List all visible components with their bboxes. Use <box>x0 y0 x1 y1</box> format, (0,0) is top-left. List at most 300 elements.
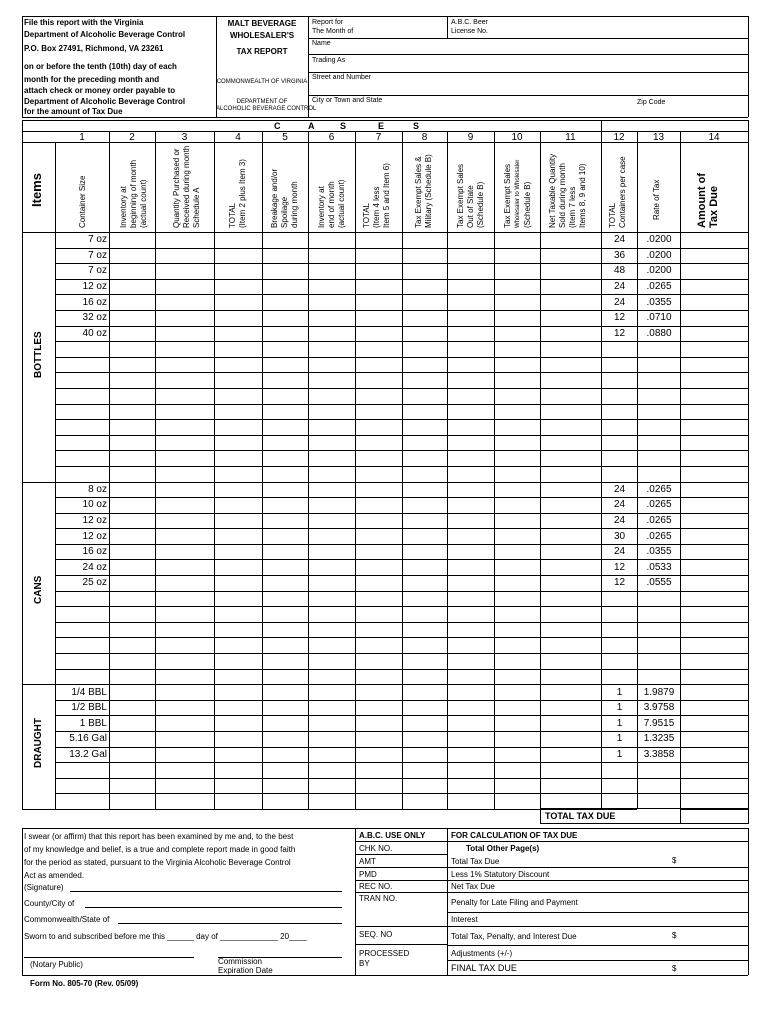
column-5-cell[interactable] <box>263 295 309 311</box>
containers-per-case-cell[interactable]: 36 <box>602 248 638 264</box>
column-2-cell[interactable] <box>110 233 156 249</box>
column-10-cell[interactable] <box>495 591 541 607</box>
column-5-cell[interactable] <box>263 513 309 529</box>
rate-of-tax-cell[interactable] <box>638 638 681 654</box>
rate-of-tax-cell[interactable] <box>638 451 681 467</box>
container-size-cell[interactable] <box>56 466 110 482</box>
column-3-cell[interactable] <box>156 310 215 326</box>
container-size-cell[interactable]: 10 oz <box>56 498 110 514</box>
column-6-cell[interactable] <box>309 264 356 280</box>
rate-of-tax-cell[interactable] <box>638 420 681 436</box>
column-2-cell[interactable] <box>110 498 156 514</box>
column-14-cell[interactable] <box>681 638 749 654</box>
column-4-cell[interactable] <box>215 638 263 654</box>
column-14-cell[interactable] <box>681 591 749 607</box>
rate-of-tax-cell[interactable] <box>638 654 681 670</box>
column-4-cell[interactable] <box>215 685 263 701</box>
column-7-cell[interactable] <box>356 498 403 514</box>
column-9-cell[interactable] <box>448 295 495 311</box>
column-6-cell[interactable] <box>309 669 356 685</box>
column-4-cell[interactable] <box>215 732 263 748</box>
column-2-cell[interactable] <box>110 435 156 451</box>
column-6-cell[interactable] <box>309 279 356 295</box>
column-2-cell[interactable] <box>110 732 156 748</box>
column-11-cell[interactable] <box>541 622 602 638</box>
column-11-cell[interactable] <box>541 638 602 654</box>
column-11-cell[interactable] <box>541 357 602 373</box>
column-8-cell[interactable] <box>403 498 448 514</box>
column-14-cell[interactable] <box>681 420 749 436</box>
column-10-cell[interactable] <box>495 373 541 389</box>
container-size-cell[interactable] <box>56 388 110 404</box>
column-2-cell[interactable] <box>110 544 156 560</box>
rate-of-tax-cell[interactable]: 3.9758 <box>638 700 681 716</box>
column-8-cell[interactable] <box>403 716 448 732</box>
column-11-cell[interactable] <box>541 373 602 389</box>
column-2-cell[interactable] <box>110 716 156 732</box>
column-14-cell[interactable] <box>681 498 749 514</box>
column-4-cell[interactable] <box>215 716 263 732</box>
column-5-cell[interactable] <box>263 560 309 576</box>
column-8-cell[interactable] <box>403 342 448 358</box>
column-3-cell[interactable] <box>156 435 215 451</box>
column-10-cell[interactable] <box>495 669 541 685</box>
column-6-cell[interactable] <box>309 310 356 326</box>
column-14-cell[interactable] <box>681 747 749 763</box>
column-9-cell[interactable] <box>448 529 495 545</box>
column-5-cell[interactable] <box>263 794 309 810</box>
column-9-cell[interactable] <box>448 233 495 249</box>
containers-per-case-cell[interactable]: 12 <box>602 326 638 342</box>
column-5-cell[interactable] <box>263 233 309 249</box>
containers-per-case-cell[interactable]: 24 <box>602 544 638 560</box>
commonwealth-state-line[interactable] <box>118 923 342 924</box>
column-3-cell[interactable] <box>156 404 215 420</box>
column-8-cell[interactable] <box>403 357 448 373</box>
column-8-cell[interactable] <box>403 622 448 638</box>
rate-of-tax-cell[interactable]: .0533 <box>638 560 681 576</box>
column-3-cell[interactable] <box>156 529 215 545</box>
column-9-cell[interactable] <box>448 404 495 420</box>
column-4-cell[interactable] <box>215 622 263 638</box>
column-2-cell[interactable] <box>110 654 156 670</box>
container-size-cell[interactable] <box>56 591 110 607</box>
column-2-cell[interactable] <box>110 576 156 592</box>
column-4-cell[interactable] <box>215 591 263 607</box>
column-4-cell[interactable] <box>215 404 263 420</box>
column-4-cell[interactable] <box>215 466 263 482</box>
column-9-cell[interactable] <box>448 763 495 779</box>
column-9-cell[interactable] <box>448 264 495 280</box>
containers-per-case-cell[interactable] <box>602 638 638 654</box>
column-6-cell[interactable] <box>309 435 356 451</box>
column-10-cell[interactable] <box>495 654 541 670</box>
column-3-cell[interactable] <box>156 513 215 529</box>
column-2-cell[interactable] <box>110 591 156 607</box>
containers-per-case-cell[interactable]: 24 <box>602 295 638 311</box>
containers-per-case-cell[interactable] <box>602 388 638 404</box>
column-11-cell[interactable] <box>541 404 602 420</box>
column-11-cell[interactable] <box>541 544 602 560</box>
column-5-cell[interactable] <box>263 778 309 794</box>
column-8-cell[interactable] <box>403 700 448 716</box>
column-4-cell[interactable] <box>215 326 263 342</box>
rate-of-tax-cell[interactable]: .0265 <box>638 513 681 529</box>
column-9-cell[interactable] <box>448 654 495 670</box>
column-10-cell[interactable] <box>495 279 541 295</box>
column-7-cell[interactable] <box>356 529 403 545</box>
column-8-cell[interactable] <box>403 295 448 311</box>
container-size-cell[interactable] <box>56 357 110 373</box>
column-8-cell[interactable] <box>403 404 448 420</box>
rate-of-tax-cell[interactable] <box>638 357 681 373</box>
containers-per-case-cell[interactable]: 24 <box>602 482 638 498</box>
column-14-cell[interactable] <box>681 295 749 311</box>
column-5-cell[interactable] <box>263 466 309 482</box>
container-size-cell[interactable]: 32 oz <box>56 310 110 326</box>
zip-field[interactable] <box>670 96 747 116</box>
column-3-cell[interactable] <box>156 747 215 763</box>
containers-per-case-cell[interactable] <box>602 778 638 794</box>
column-6-cell[interactable] <box>309 778 356 794</box>
column-9-cell[interactable] <box>448 342 495 358</box>
column-2-cell[interactable] <box>110 404 156 420</box>
column-3-cell[interactable] <box>156 607 215 623</box>
container-size-cell[interactable] <box>56 763 110 779</box>
column-7-cell[interactable] <box>356 763 403 779</box>
interest-input[interactable] <box>640 913 747 925</box>
column-14-cell[interactable] <box>681 685 749 701</box>
column-10-cell[interactable] <box>495 794 541 810</box>
column-4-cell[interactable] <box>215 357 263 373</box>
column-10-cell[interactable] <box>495 482 541 498</box>
rate-of-tax-cell[interactable] <box>638 388 681 404</box>
containers-per-case-cell[interactable] <box>602 435 638 451</box>
column-3-cell[interactable] <box>156 576 215 592</box>
column-5-cell[interactable] <box>263 388 309 404</box>
column-4-cell[interactable] <box>215 310 263 326</box>
container-size-cell[interactable]: 16 oz <box>56 544 110 560</box>
column-4-cell[interactable] <box>215 576 263 592</box>
column-5-cell[interactable] <box>263 482 309 498</box>
column-6-cell[interactable] <box>309 404 356 420</box>
column-3-cell[interactable] <box>156 420 215 436</box>
column-6-cell[interactable] <box>309 794 356 810</box>
column-8-cell[interactable] <box>403 732 448 748</box>
rate-of-tax-cell[interactable] <box>638 669 681 685</box>
column-10-cell[interactable] <box>495 716 541 732</box>
column-14-cell[interactable] <box>681 279 749 295</box>
column-8-cell[interactable] <box>403 310 448 326</box>
column-8-cell[interactable] <box>403 778 448 794</box>
column-8-cell[interactable] <box>403 560 448 576</box>
column-5-cell[interactable] <box>263 732 309 748</box>
column-8-cell[interactable] <box>403 248 448 264</box>
column-8-cell[interactable] <box>403 513 448 529</box>
container-size-cell[interactable]: 7 oz <box>56 248 110 264</box>
container-size-cell[interactable]: 7 oz <box>56 264 110 280</box>
column-14-cell[interactable] <box>681 513 749 529</box>
column-14-cell[interactable] <box>681 451 749 467</box>
column-9-cell[interactable] <box>448 716 495 732</box>
column-2-cell[interactable] <box>110 295 156 311</box>
column-3-cell[interactable] <box>156 466 215 482</box>
column-11-cell[interactable] <box>541 435 602 451</box>
column-11-cell[interactable] <box>541 420 602 436</box>
column-7-cell[interactable] <box>356 685 403 701</box>
column-2-cell[interactable] <box>110 700 156 716</box>
column-7-cell[interactable] <box>356 279 403 295</box>
column-14-cell[interactable] <box>681 310 749 326</box>
column-5-cell[interactable] <box>263 591 309 607</box>
column-8-cell[interactable] <box>403 638 448 654</box>
net-tax-input[interactable] <box>640 881 747 891</box>
column-3-cell[interactable] <box>156 622 215 638</box>
column-8-cell[interactable] <box>403 326 448 342</box>
rate-of-tax-cell[interactable]: 7.9515 <box>638 716 681 732</box>
column-2-cell[interactable] <box>110 248 156 264</box>
column-4-cell[interactable] <box>215 451 263 467</box>
column-6-cell[interactable] <box>309 388 356 404</box>
containers-per-case-cell[interactable] <box>602 607 638 623</box>
containers-per-case-cell[interactable]: 24 <box>602 513 638 529</box>
column-3-cell[interactable] <box>156 778 215 794</box>
total-tpi-input[interactable] <box>680 927 747 944</box>
container-size-cell[interactable]: 1 BBL <box>56 716 110 732</box>
column-6-cell[interactable] <box>309 451 356 467</box>
column-14-cell[interactable] <box>681 404 749 420</box>
column-4-cell[interactable] <box>215 747 263 763</box>
container-size-cell[interactable]: 16 oz <box>56 295 110 311</box>
column-9-cell[interactable] <box>448 279 495 295</box>
column-7-cell[interactable] <box>356 342 403 358</box>
column-9-cell[interactable] <box>448 732 495 748</box>
column-2-cell[interactable] <box>110 326 156 342</box>
column-5-cell[interactable] <box>263 310 309 326</box>
column-7-cell[interactable] <box>356 233 403 249</box>
column-8-cell[interactable] <box>403 544 448 560</box>
column-8-cell[interactable] <box>403 576 448 592</box>
column-9-cell[interactable] <box>448 778 495 794</box>
rate-of-tax-cell[interactable] <box>638 404 681 420</box>
column-11-cell[interactable] <box>541 466 602 482</box>
column-9-cell[interactable] <box>448 420 495 436</box>
column-3-cell[interactable] <box>156 357 215 373</box>
column-3-cell[interactable] <box>156 451 215 467</box>
column-4-cell[interactable] <box>215 279 263 295</box>
column-3-cell[interactable] <box>156 326 215 342</box>
column-3-cell[interactable] <box>156 591 215 607</box>
column-11-cell[interactable] <box>541 529 602 545</box>
column-10-cell[interactable] <box>495 435 541 451</box>
column-10-cell[interactable] <box>495 513 541 529</box>
rate-of-tax-cell[interactable]: .0200 <box>638 264 681 280</box>
column-6-cell[interactable] <box>309 576 356 592</box>
final-tax-due-input[interactable] <box>680 961 747 974</box>
container-size-cell[interactable] <box>56 654 110 670</box>
column-11-cell[interactable] <box>541 310 602 326</box>
column-2-cell[interactable] <box>110 763 156 779</box>
column-7-cell[interactable] <box>356 420 403 436</box>
column-14-cell[interactable] <box>681 763 749 779</box>
column-10-cell[interactable] <box>495 326 541 342</box>
containers-per-case-cell[interactable]: 12 <box>602 310 638 326</box>
column-11-cell[interactable] <box>541 233 602 249</box>
column-6-cell[interactable] <box>309 732 356 748</box>
containers-per-case-cell[interactable]: 24 <box>602 233 638 249</box>
column-9-cell[interactable] <box>448 513 495 529</box>
column-9-cell[interactable] <box>448 544 495 560</box>
column-5-cell[interactable] <box>263 498 309 514</box>
column-5-cell[interactable] <box>263 685 309 701</box>
column-2-cell[interactable] <box>110 529 156 545</box>
column-6-cell[interactable] <box>309 295 356 311</box>
column-10-cell[interactable] <box>495 388 541 404</box>
column-5-cell[interactable] <box>263 451 309 467</box>
column-9-cell[interactable] <box>448 560 495 576</box>
column-11-cell[interactable] <box>541 778 602 794</box>
containers-per-case-cell[interactable] <box>602 466 638 482</box>
column-7-cell[interactable] <box>356 326 403 342</box>
column-8-cell[interactable] <box>403 264 448 280</box>
column-5-cell[interactable] <box>263 700 309 716</box>
column-11-cell[interactable] <box>541 388 602 404</box>
column-7-cell[interactable] <box>356 388 403 404</box>
column-4-cell[interactable] <box>215 233 263 249</box>
column-14-cell[interactable] <box>681 466 749 482</box>
column-6-cell[interactable] <box>309 326 356 342</box>
column-2-cell[interactable] <box>110 794 156 810</box>
containers-per-case-cell[interactable] <box>602 763 638 779</box>
column-7-cell[interactable] <box>356 451 403 467</box>
container-size-cell[interactable]: 5.16 Gal <box>56 732 110 748</box>
column-11-cell[interactable] <box>541 700 602 716</box>
column-3-cell[interactable] <box>156 295 215 311</box>
containers-per-case-cell[interactable] <box>602 622 638 638</box>
column-2-cell[interactable] <box>110 388 156 404</box>
rate-of-tax-cell[interactable]: 3.3858 <box>638 747 681 763</box>
column-4-cell[interactable] <box>215 513 263 529</box>
column-4-cell[interactable] <box>215 763 263 779</box>
column-10-cell[interactable] <box>495 310 541 326</box>
column-10-cell[interactable] <box>495 560 541 576</box>
column-3-cell[interactable] <box>156 654 215 670</box>
column-10-cell[interactable] <box>495 357 541 373</box>
column-14-cell[interactable] <box>681 357 749 373</box>
county-line[interactable] <box>85 907 342 908</box>
column-10-cell[interactable] <box>495 248 541 264</box>
container-size-cell[interactable]: 40 oz <box>56 326 110 342</box>
column-4-cell[interactable] <box>215 295 263 311</box>
column-3-cell[interactable] <box>156 482 215 498</box>
column-4-cell[interactable] <box>215 794 263 810</box>
column-4-cell[interactable] <box>215 435 263 451</box>
rate-of-tax-cell[interactable]: .0200 <box>638 248 681 264</box>
column-4-cell[interactable] <box>215 560 263 576</box>
column-5-cell[interactable] <box>263 404 309 420</box>
column-8-cell[interactable] <box>403 794 448 810</box>
column-9-cell[interactable] <box>448 622 495 638</box>
column-10-cell[interactable] <box>495 638 541 654</box>
column-14-cell[interactable] <box>681 326 749 342</box>
rate-of-tax-cell[interactable] <box>638 466 681 482</box>
column-3-cell[interactable] <box>156 560 215 576</box>
containers-per-case-cell[interactable] <box>602 591 638 607</box>
column-11-cell[interactable] <box>541 342 602 358</box>
column-3-cell[interactable] <box>156 373 215 389</box>
containers-per-case-cell[interactable]: 1 <box>602 747 638 763</box>
signature-line[interactable] <box>70 891 342 892</box>
column-9-cell[interactable] <box>448 357 495 373</box>
column-11-cell[interactable] <box>541 451 602 467</box>
column-4-cell[interactable] <box>215 264 263 280</box>
column-14-cell[interactable] <box>681 669 749 685</box>
column-9-cell[interactable] <box>448 700 495 716</box>
container-size-cell[interactable] <box>56 435 110 451</box>
column-5-cell[interactable] <box>263 747 309 763</box>
column-5-cell[interactable] <box>263 357 309 373</box>
containers-per-case-cell[interactable]: 1 <box>602 732 638 748</box>
column-11-cell[interactable] <box>541 607 602 623</box>
column-7-cell[interactable] <box>356 404 403 420</box>
containers-per-case-cell[interactable] <box>602 420 638 436</box>
container-size-cell[interactable]: 8 oz <box>56 482 110 498</box>
column-9-cell[interactable] <box>448 498 495 514</box>
column-14-cell[interactable] <box>681 607 749 623</box>
rate-of-tax-cell[interactable]: .0265 <box>638 279 681 295</box>
column-2-cell[interactable] <box>110 373 156 389</box>
column-4-cell[interactable] <box>215 700 263 716</box>
column-7-cell[interactable] <box>356 357 403 373</box>
rate-of-tax-cell[interactable] <box>638 373 681 389</box>
column-5-cell[interactable] <box>263 576 309 592</box>
column-11-cell[interactable] <box>541 576 602 592</box>
containers-per-case-cell[interactable]: 24 <box>602 279 638 295</box>
container-size-cell[interactable] <box>56 420 110 436</box>
column-9-cell[interactable] <box>448 482 495 498</box>
containers-per-case-cell[interactable]: 12 <box>602 576 638 592</box>
column-6-cell[interactable] <box>309 248 356 264</box>
column-9-cell[interactable] <box>448 747 495 763</box>
column-10-cell[interactable] <box>495 763 541 779</box>
container-size-cell[interactable]: 25 oz <box>56 576 110 592</box>
column-7-cell[interactable] <box>356 513 403 529</box>
column-5-cell[interactable] <box>263 607 309 623</box>
container-size-cell[interactable] <box>56 342 110 358</box>
column-10-cell[interactable] <box>495 466 541 482</box>
column-2-cell[interactable] <box>110 622 156 638</box>
rate-of-tax-cell[interactable]: .0555 <box>638 576 681 592</box>
column-14-cell[interactable] <box>681 264 749 280</box>
container-size-cell[interactable]: 12 oz <box>56 513 110 529</box>
column-6-cell[interactable] <box>309 591 356 607</box>
rate-of-tax-cell[interactable] <box>638 763 681 779</box>
column-5-cell[interactable] <box>263 373 309 389</box>
column-14-cell[interactable] <box>681 576 749 592</box>
column-2-cell[interactable] <box>110 420 156 436</box>
column-10-cell[interactable] <box>495 732 541 748</box>
column-5-cell[interactable] <box>263 264 309 280</box>
container-size-cell[interactable]: 1/2 BBL <box>56 700 110 716</box>
column-4-cell[interactable] <box>215 498 263 514</box>
container-size-cell[interactable]: 7 oz <box>56 233 110 249</box>
column-8-cell[interactable] <box>403 451 448 467</box>
rate-of-tax-cell[interactable]: .0200 <box>638 233 681 249</box>
column-8-cell[interactable] <box>403 685 448 701</box>
column-8-cell[interactable] <box>403 607 448 623</box>
rate-of-tax-cell[interactable] <box>638 778 681 794</box>
rate-of-tax-cell[interactable] <box>638 622 681 638</box>
